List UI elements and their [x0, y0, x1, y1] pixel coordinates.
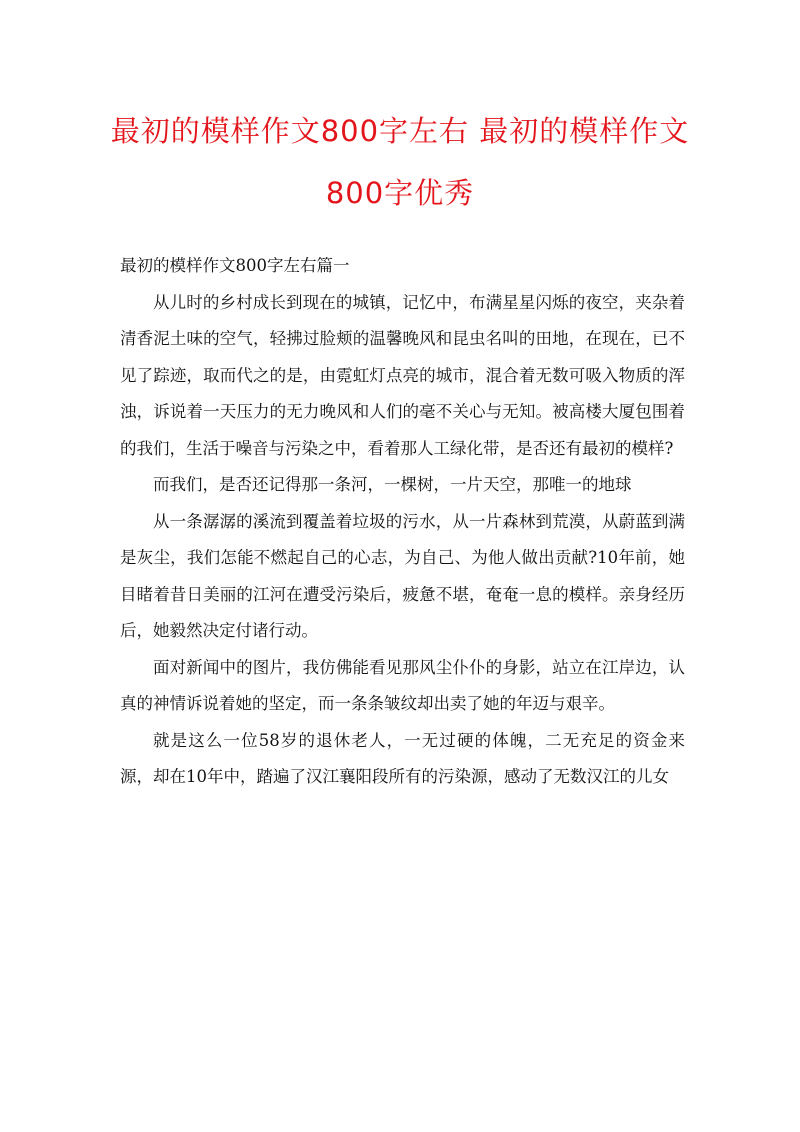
paragraph: 而我们，是否还记得那一条河，一棵树，一片天空，那唯一的地球 [153, 475, 632, 494]
document-title: 最初的模样作文800字左右 最初的模样作文800字优秀 [110, 114, 690, 210]
paragraph: 从一条潺潺的溪流到覆盖着垃圾的污水，从一片森林到荒漠，从蔚蓝到满是灰尘，我们怎能不燃起自己的心志，为自己、为他人做出贡献?10年前，她目睹着昔日美丽的江河在遭受污染后，疲惫不堪，奄奄一息的模样。亲身经历后，她毅然决定付诸行动。 [120, 511, 685, 640]
paragraph: 就是这么一位58岁的退休老人，一无过硬的体魄，二无充足的资金来源，却在10年中，踏遍了汉江襄阳段所有的污染源，感动了无数汉江的儿女 [120, 730, 685, 786]
paragraph: 面对新闻中的图片，我仿佛能看见那风尘仆仆的身影，站立在江岸边，认真的神情诉说着她的坚定，而一条条皱纹却出卖了她的年迈与艰辛。 [120, 657, 685, 713]
section-heading: 最初的模样作文800字左右篇一 [120, 256, 350, 275]
document-body [120, 248, 685, 796]
paragraph: 从儿时的乡村成长到现在的城镇，记忆中，布满星星闪烁的夜空，夹杂着清香泥土味的空气，轻拂过脸颊的温馨晚风和昆虫名叫的田地，在现在，已不见了踪迹，取而代之的是，由霓虹灯点亮的城市，混合着无数可吸入物质的浑浊，诉说着一天压力的无力晚风和人们的毫不关心与无知。被高楼大厦包围着的我们，生活于噪音与污染之中，看着那人工绿化带，是否还有最初的模样? [120, 292, 685, 458]
